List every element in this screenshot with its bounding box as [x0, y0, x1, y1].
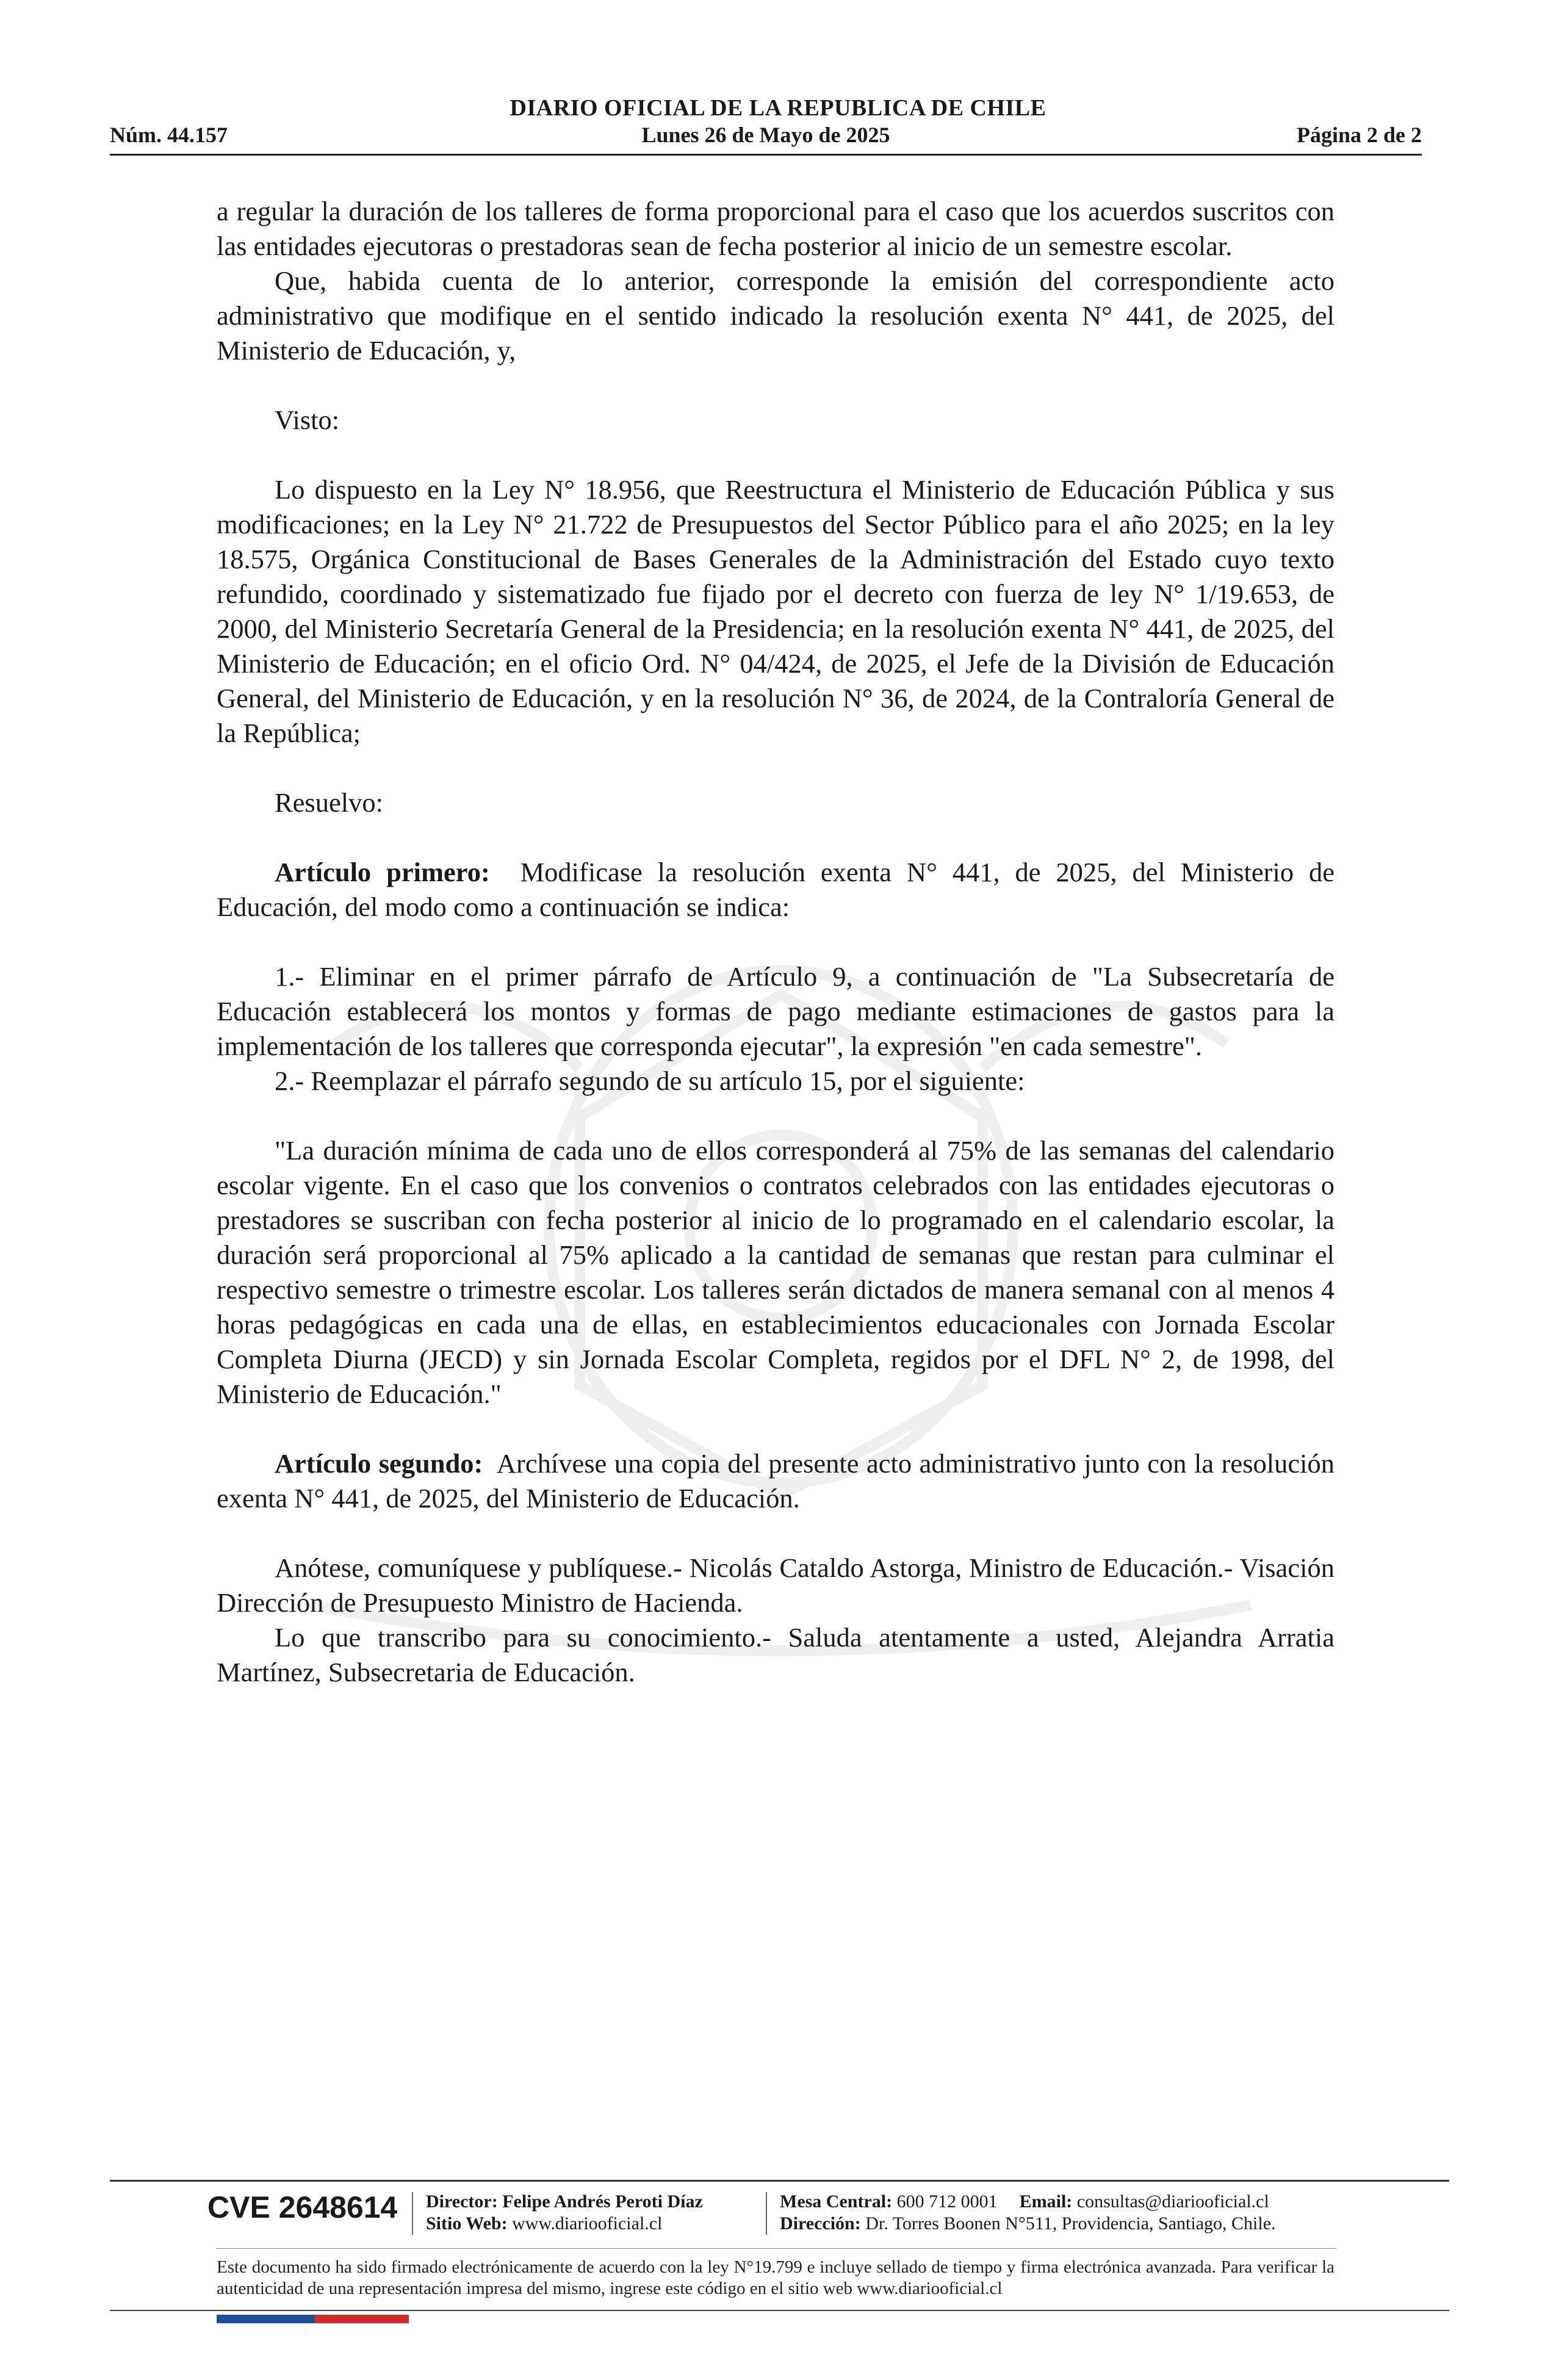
- article-first-text: Modificase la resolución exenta N° 441, de 2025, del Ministerio de Educación, del modo como a continuación se indica:: [217, 857, 1334, 922]
- footer-director-block: [426, 2191, 703, 2235]
- footer-bottom-divider: [110, 2310, 1449, 2311]
- footer-inner-divider: [217, 2248, 1336, 2249]
- paragraph: Lo que transcribo para su conocimiento.- Saluda atentamente a usted, Alejandra Arratia Martínez, Subsecretaria de Educación.: [217, 1622, 1334, 1687]
- footer-separator: [766, 2192, 767, 2235]
- article-second-label: Artículo segundo:: [275, 1448, 483, 1479]
- director-name: Felipe Andrés Peroti Díaz: [502, 2191, 703, 2212]
- footer-divider: [110, 2180, 1449, 2182]
- footer-separator: [412, 2192, 413, 2235]
- site-link[interactable]: www.diariooficial.cl: [512, 2213, 663, 2234]
- issue-number: Núm. 44.157: [110, 123, 228, 147]
- flag-stripe-red: [314, 2315, 409, 2323]
- paragraph: Anótese, comuníquese y publíquese.- Nicolás Cataldo Astorga, Ministro de Educación.- Visación Dirección de Presupuesto Ministro de Hacienda.: [217, 1552, 1334, 1618]
- paragraph: Lo dispuesto en la Ley N° 18.956, que Reestructura el Ministerio de Educación Pública y sus modificaciones; en la Ley N° 21.722 de Presupuestos del Sector Público para el año 2025; en la ley 18.575, Orgánica Constitucional de Bases Generales de la Administración del Estado cuyo texto refundido, coordinado y sistematizado fue fijado por el decreto con fuerza de ley N° 1/19.653, de 2000, del Ministerio Secretaría General de la Presidencia; en la resolución exenta N° 441, de 2025, del Ministerio de Educación; en el oficio Ord. N° 04/424, de 2025, el Jefe de la División de Educación General, del Ministerio de Educación, y en la resolución N° 36, de 2024, de la Contraloría General de la República;: [217, 474, 1334, 748]
- address-label: Dirección:: [780, 2213, 861, 2234]
- page-number: Página 2 de 2: [1296, 123, 1422, 147]
- signature-notice: Este documento ha sido firmado electrónicamente de acuerdo con la ley N°19.799 e incluye sellado de tiempo y firma electrónica avanzada. Para verificar la autenticidad de una representación impresa del mismo, ingrese este código en el sitio web www.diariooficial.cl: [217, 2257, 1334, 2298]
- article-first-label: Artículo primero:: [275, 857, 490, 887]
- address-value: Dr. Torres Boonen N°511, Providencia, Santiago, Chile.: [865, 2213, 1276, 2234]
- mesa-phone: 600 712 0001: [896, 2191, 998, 2212]
- mesa-label: Mesa Central:: [780, 2191, 893, 2212]
- issue-date: Lunes 26 de Mayo de 2025: [641, 123, 890, 147]
- quoted-paragraph: "La duración mínima de cada uno de ellos corresponderá al 75% de las semanas del calendario escolar vigente. En el caso que los convenios o contratos celebrados con las entidades ejecutoras o prestadores se suscriban con fecha posterior al inicio de lo programado en el calendario escolar, la duración será proporcional al 75% aplicado a la cantidad de semanas que restan para culminar el respectivo semestre o trimestre escolar. Los talleres serán dictados de manera semanal con al menos 4 horas pedagógicas en cada una de ellas, en establecimientos educacionales con Jornada Escolar Completa Diurna (JECD) y sin Jornada Escolar Completa, regidos por el DFL N° 2, de 1998, del Ministerio de Educación.": [217, 1135, 1334, 1409]
- article-second: [217, 1446, 1334, 1516]
- footer-contact-block: [780, 2191, 1276, 2235]
- section-heading-visto: Visto:: [275, 405, 340, 435]
- paragraph: a regular la duración de los talleres de forma proporcional para el caso que los acuerdos suscritos con las entidades ejecutoras o prestadoras sean de fecha posterior al inicio de un semestre escolar.: [217, 196, 1334, 261]
- email-link[interactable]: consultas@diariooficial.cl: [1076, 2191, 1269, 2212]
- list-item: 1.- Eliminar en el primer párrafo de Artículo 9, a continuación de "La Subsecretaría de Educación establecerá los montos y formas de pago mediante estimaciones de gastos para la implementación de los talleres que corresponda ejecutar", la expresión "en cada semestre".: [217, 961, 1334, 1061]
- document-body: [217, 194, 1334, 1690]
- director-label: Director:: [426, 2191, 498, 2212]
- cve-code: CVE 2648614: [207, 2190, 398, 2224]
- article-first: [217, 855, 1334, 925]
- article-second-text: Archívese una copia del presente acto administrativo junto con la resolución exenta N° 441, de 2025, del Ministerio de Educación.: [217, 1448, 1334, 1513]
- publication-title: DIARIO OFICIAL DE LA REPUBLICA DE CHILE: [510, 95, 1046, 121]
- site-label: Sitio Web:: [426, 2213, 508, 2234]
- list-item: 2.- Reemplazar el párrafo segundo de su artículo 15, por el siguiente:: [275, 1066, 1025, 1096]
- header-divider: [110, 154, 1422, 156]
- flag-stripe-blue: [217, 2315, 314, 2323]
- email-label: Email:: [1019, 2191, 1073, 2212]
- paragraph: Que, habida cuenta de lo anterior, corresponde la emisión del correspondiente acto administrativo que modifique en el sentido indicado la resolución exenta N° 441, de 2025, del Ministerio de Educación, y,: [217, 265, 1334, 366]
- section-heading-resuelvo: Resuelvo:: [275, 787, 383, 818]
